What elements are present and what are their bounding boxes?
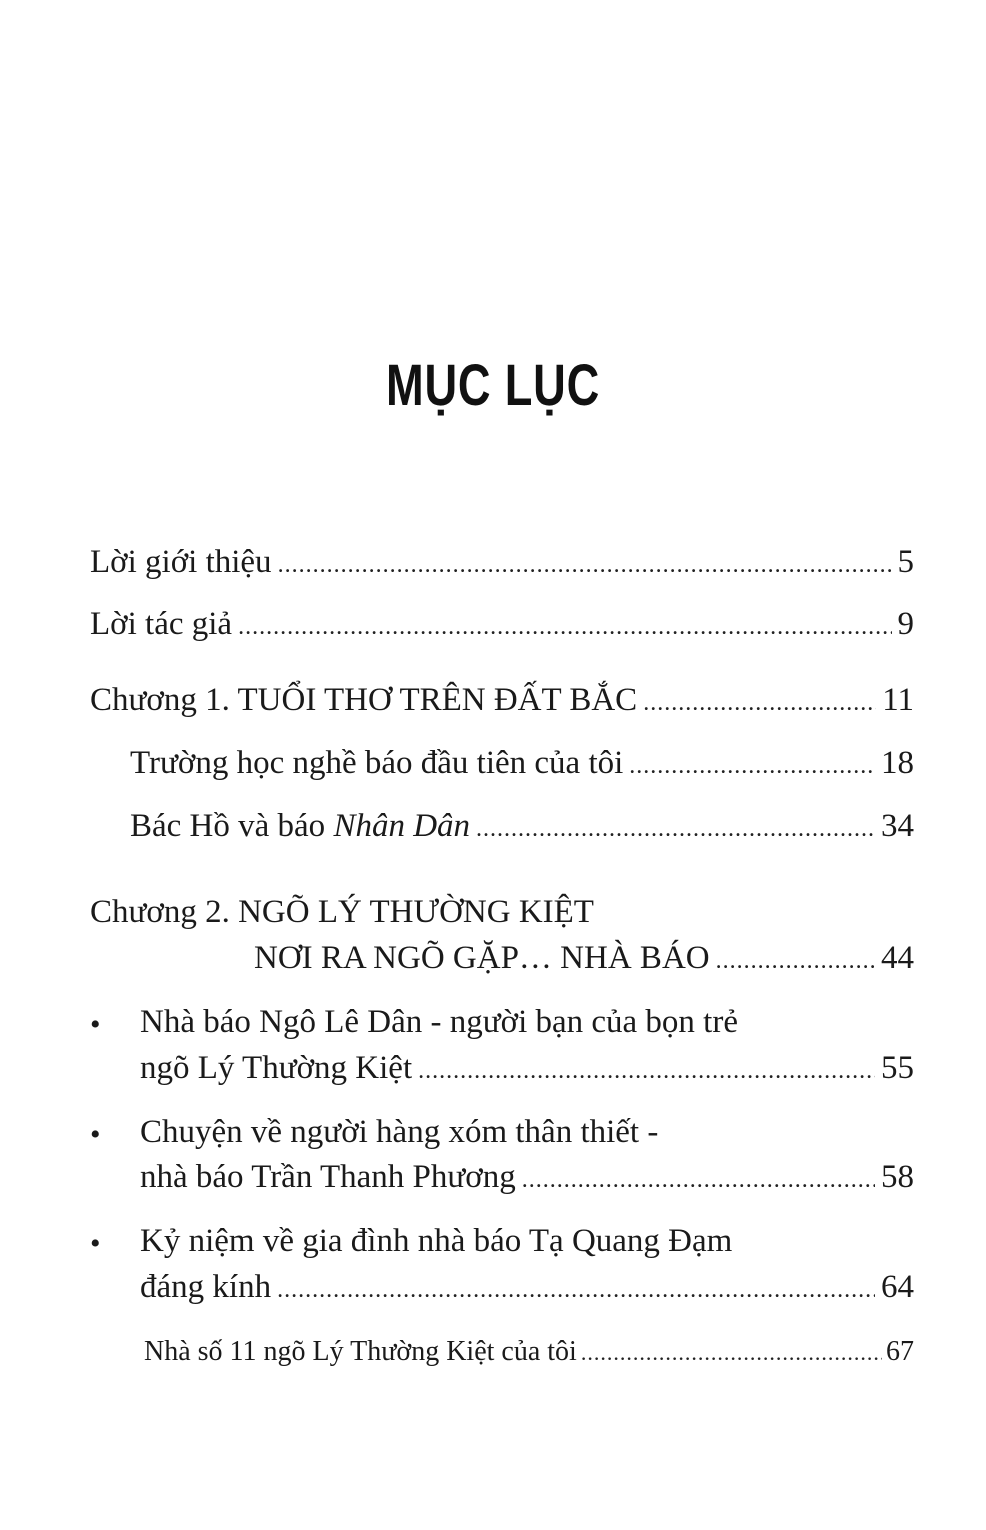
toc-entry-chapter-1[interactable] (90, 684, 914, 717)
toc-entry-chapter-1-section-2[interactable] (130, 810, 914, 843)
toc-entry-bullet-3[interactable] (140, 1271, 914, 1304)
entry-label-prefix: Bác Hồ và báo (130, 808, 334, 844)
entry-page: 18 (881, 745, 914, 781)
toc-entry-house-11[interactable] (144, 1338, 914, 1366)
toc-entry-author[interactable] (90, 608, 914, 641)
dot-leader (238, 615, 891, 639)
entry-label: Trường học nghề báo đầu tiên của tôi (130, 745, 624, 781)
entry-page: 58 (881, 1159, 914, 1195)
dot-leader (629, 754, 875, 778)
entry-label: nhà báo Trần Thanh Phương (140, 1159, 516, 1195)
toc-entry-bullet-3-line-1[interactable]: Kỷ niệm về gia đình nhà báo Tạ Quang Đạm (140, 1223, 733, 1259)
entry-label: Chương 1. TUỔI THƠ TRÊN ĐẤT BẮC (90, 682, 638, 718)
dot-leader (278, 553, 892, 577)
toc-entry-intro[interactable] (90, 546, 914, 579)
bullet-icon: • (90, 1008, 101, 1041)
dot-leader (643, 691, 876, 715)
entry-page: 67 (886, 1336, 914, 1367)
entry-label: Nhà số 11 ngõ Lý Thường Kiệt của tôi (144, 1336, 577, 1367)
toc-entry-bullet-2[interactable] (140, 1161, 914, 1194)
dot-leader (476, 817, 875, 841)
dot-leader (277, 1278, 875, 1302)
toc-entry-chapter-2-line-1[interactable]: Chương 2. NGÕ LÝ THƯỜNG KIỆT (90, 894, 594, 930)
entry-page: 44 (881, 940, 914, 976)
entry-label (130, 810, 470, 843)
entry-page: 11 (882, 682, 914, 718)
bullet-icon: • (90, 1118, 101, 1151)
toc-entry-chapter-1-section-1[interactable] (130, 747, 914, 780)
entry-page: 55 (881, 1050, 914, 1086)
entry-label: ngõ Lý Thường Kiệt (140, 1050, 413, 1086)
bullet-icon: • (90, 1227, 101, 1260)
entry-label: đáng kính (140, 1269, 272, 1305)
entry-label: NƠI RA NGÕ GẶP… NHÀ BÁO (254, 940, 710, 976)
page-title: MỤC LỤC (385, 353, 601, 418)
entry-label: Lời giới thiệu (90, 544, 272, 580)
toc-entry-bullet-1[interactable] (140, 1052, 914, 1085)
dot-leader (522, 1168, 875, 1192)
entry-page: 9 (897, 606, 914, 642)
entry-page: 34 (881, 808, 914, 844)
entry-label-italic: Nhân Dân (333, 808, 471, 844)
entry-page: 5 (897, 544, 914, 580)
toc-entry-chapter-2[interactable] (254, 942, 914, 975)
dot-leader (581, 1342, 882, 1364)
dot-leader (716, 949, 875, 973)
entry-page: 64 (881, 1269, 914, 1305)
entry-label: Lời tác giả (90, 606, 233, 642)
toc-entry-bullet-2-line-1[interactable]: Chuyện về người hàng xóm thân thiết - (140, 1114, 659, 1150)
toc-entry-bullet-1-line-1[interactable]: Nhà báo Ngô Lê Dân - người bạn của bọn trẻ (140, 1004, 738, 1040)
dot-leader (418, 1059, 875, 1083)
